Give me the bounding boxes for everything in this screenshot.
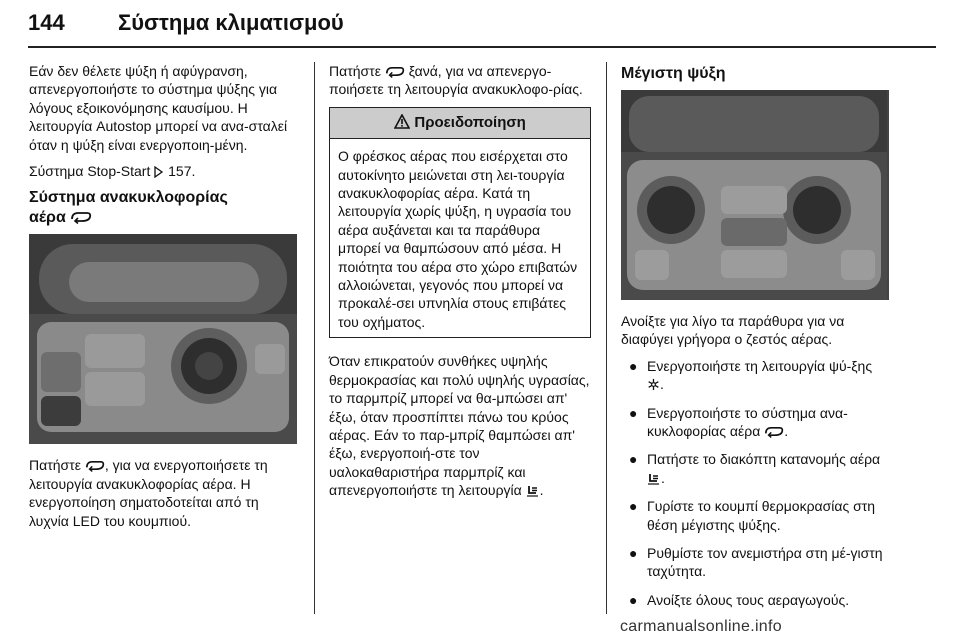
page-ref-arrow-icon: [154, 166, 164, 178]
warning-triangle-icon: [394, 114, 410, 129]
footer-watermark: carmanualsonline.info: [620, 618, 782, 635]
paragraph-stop-start: [29, 162, 297, 180]
recirculation-icon: [85, 459, 105, 472]
header-rule: [28, 46, 936, 48]
bullet: ●: [629, 451, 638, 468]
step-text: Ανοίξτε όλους τους αεραγωγούς.: [647, 591, 850, 608]
section-heading-recirculation: [29, 188, 297, 228]
recirculation-icon: [385, 65, 405, 78]
bullet: ●: [629, 545, 638, 562]
climate-panel-photo-2: [621, 90, 889, 300]
max-cooling-steps: [621, 357, 887, 609]
warning-box: [329, 107, 591, 338]
page-header: [28, 6, 936, 46]
step-text: Ενεργοποιήστε τη λειτουργία ψύ-ξης: [647, 357, 873, 374]
warning-title: Προειδοποίηση: [414, 113, 526, 131]
text-press-again: Πατήστε: [329, 63, 381, 79]
list-item: [621, 497, 887, 534]
list-item: ● Ενεργοποιήστε τη λειτουργία ψύ-ξης .: [629, 357, 873, 393]
paragraph-recirc-on: [29, 456, 297, 530]
warning-header: [330, 108, 590, 139]
step-text: Ρυθμίστε τον ανεμιστήρα στη μέ-γιστη ταχύτητα.: [647, 545, 883, 580]
paragraph-windshield-fog: Όταν επικρατούν συνθήκες υψηλής θερμοκρασίας και πολύ υψηλής υγρασίας, το παρμπρίζ μπορεί να θα-μπώσει απ' έξω, όταν προσπίπτει πάνω του κρύος αέρας. Εάν το παρ-μπρίζ θαμπώσει απ' έξω, ενεργοποιή-στε τον υαλοκαθαριστήρα παρμπρίζ και απενεργοποιήστε τη λειτουργία .: [329, 353, 590, 499]
text-deactivate: ξανά, για να απενεργο-ποιήσετε τη λειτουργία ανακυκλοφο-ρίας.: [329, 63, 583, 98]
paragraph-open-windows: Ανοίξτε για λίγο τα παράθυρα για να διαφύγει γρήγορα ο ζεστός αέρας.: [621, 313, 845, 348]
list-item: ● Ενεργοποιήστε το σύστημα ανα-κυκλοφορίας αέρα .: [629, 404, 848, 440]
step-text: Ενεργοποιήστε το σύστημα ανα-κυκλοφορίας αέρα: [647, 404, 848, 440]
page-number: 144: [28, 10, 65, 35]
text-press: Πατήστε: [29, 457, 81, 474]
paragraph-recirc-off: [329, 62, 591, 99]
text-recirc-activate: , για να ενεργοποιήσετε τη λειτουργία ανακυκλοφορίας αέρα. Η ενεργοποίηση σηματοδοτείται από τη λυχνία LED του κουμπιού.: [29, 457, 268, 529]
page-ref[interactable]: 157.: [168, 163, 196, 180]
snowflake-icon: [647, 378, 660, 391]
bullet: ●: [629, 591, 638, 608]
column-1: [29, 62, 297, 538]
step-text: Πατήστε το διακόπτη κατανομής αέρα: [647, 451, 881, 468]
air-distribution-icon: [647, 472, 661, 485]
stop-start-text: Σύστημα Stop-Start: [29, 163, 151, 180]
paragraph-cooling-off: Εάν δεν θέλετε ψύξη ή αφύγρανση, απενεργοποιήστε το σύστημα ψύξης για λόγους εξοικονόμησης καυσίμου. Η λειτουργία Autostop μπορεί να ανα-σταλεί όταν η ψύξη είναι ενεργοποιη-μένη.: [29, 63, 288, 153]
climate-panel-photo-1: [29, 234, 297, 444]
heading-line-2: αέρα: [29, 209, 66, 227]
recirculation-icon: [70, 210, 92, 224]
section-heading-max-cooling: Μέγιστη ψύξη: [621, 65, 726, 82]
column-divider-2: [606, 62, 607, 614]
bullet: ●: [629, 357, 638, 374]
column-2: [329, 62, 591, 508]
list-item: [621, 591, 887, 609]
list-item: [621, 544, 887, 581]
warning-text: Ο φρέσκος αέρας που εισέρχεται στο αυτοκίνητο μειώνεται στη λει-τουργία ανακυκλοφορίας αέρα. Κατά τη λειτουργία χωρίς ψύξη, η υγρασία του αέρα αυξάνεται και τα παράθυρα μπορεί να θαμπώσουν από μέσα. Η ποιότητα του αέρα στο χώρο επιβατών αλλοιώνεται, γεγονός που μπορεί να προκαλέ-σει υπνηλία στους επιβάτες του οχήματος.: [338, 148, 578, 330]
recirculation-icon: [764, 425, 784, 438]
column-3: [621, 62, 887, 619]
bullet: ●: [629, 404, 638, 421]
list-item: ● Πατήστε το διακόπτη κατανομής αέρα .: [629, 451, 881, 486]
column-divider-1: [314, 62, 315, 614]
text-windshield: Όταν επικρατούν συνθήκες υψηλής θερμοκρασίας και πολύ υψηλής υγρασίας, το παρμπρίζ μπορεί να θα-μπώσει απ' έξω, όταν προσπίπτει πάνω του κρύος αέρας. Εάν το παρ-μπρίζ θαμπώσει απ' έξω, ενεργοποιή-στε τον υαλοκαθαριστήρα παρμπρίζ και απενεργοποιήστε τη λειτουργία: [329, 353, 590, 499]
bullet: ●: [629, 498, 638, 515]
heading-line-1: Σύστημα ανακυκλοφορίας: [29, 189, 228, 207]
step-text: Γυρίστε το κουμπί θερμοκρασίας στη θέση μέγιστης ψύξης.: [647, 498, 876, 533]
air-distribution-icon: [526, 484, 540, 497]
page-title: Σύστημα κλιματισμού: [118, 10, 344, 35]
